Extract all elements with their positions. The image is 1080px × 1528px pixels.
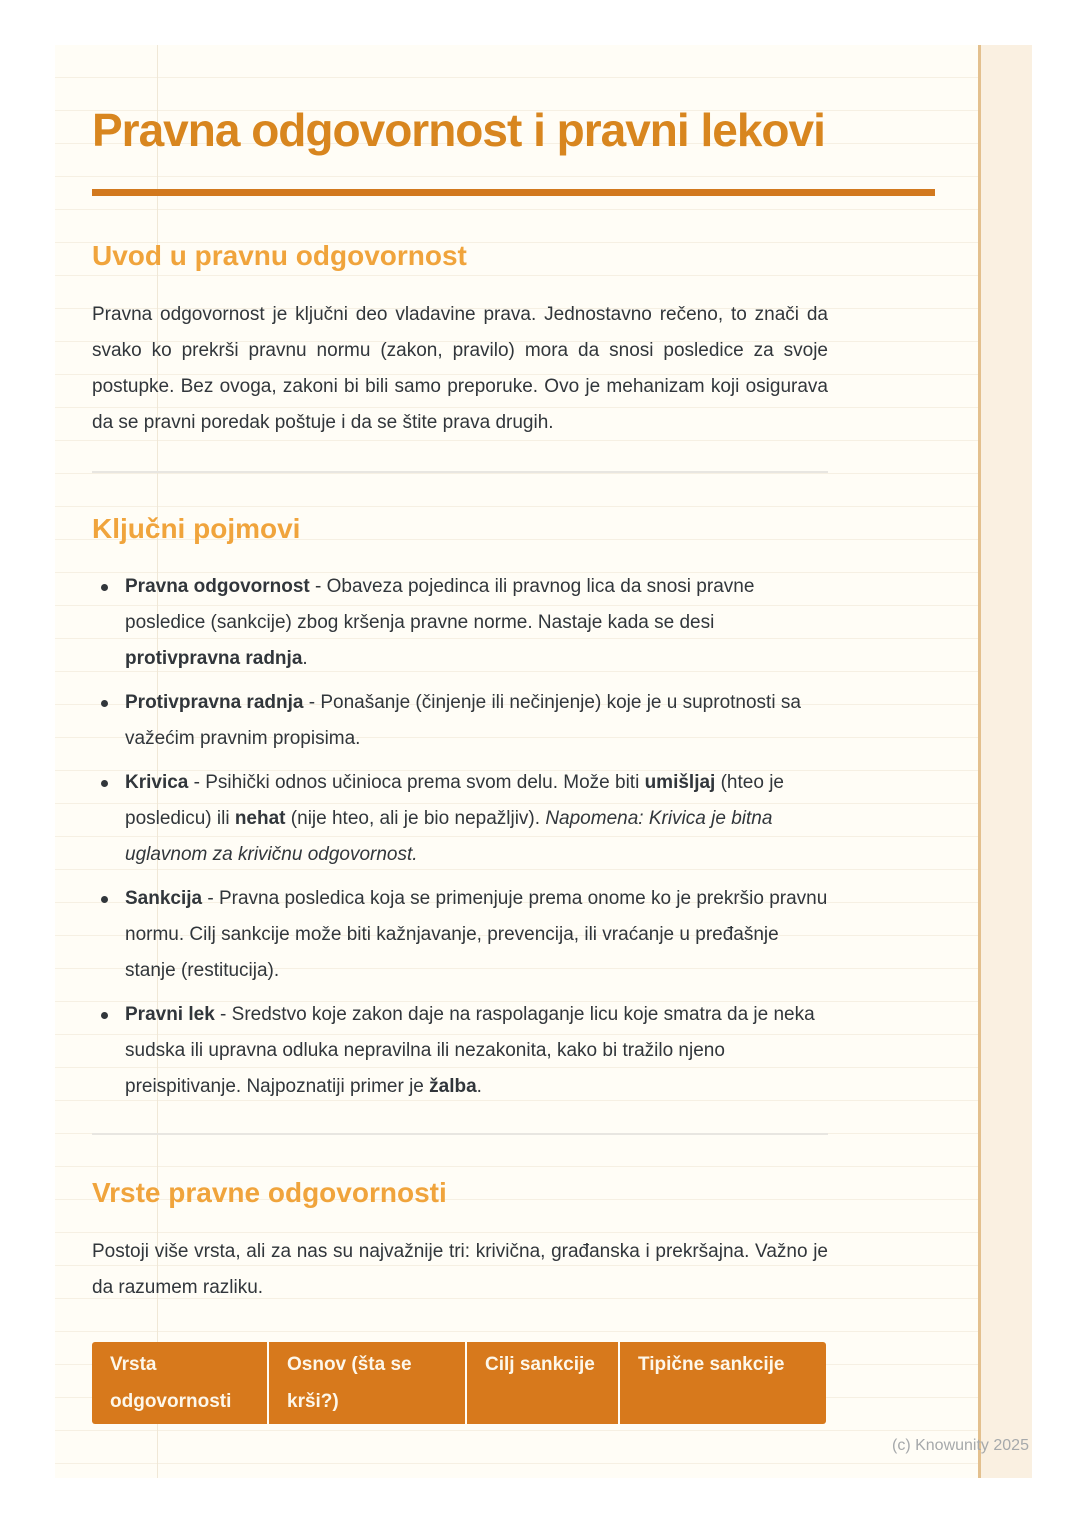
list-item: Pravni lek - Sredstvo koje zakon daje na raspolaganje licu koje smatra da je neka sudska ili upravna odluka nepravilna ili nezakonita, kako bi tražilo njeno preispitivanje. Najpoznatiji primer je žalba. xyxy=(92,997,828,1105)
section-heading-kljucni-pojmovi: Ključni pojmovi xyxy=(92,513,301,544)
intro-paragraph: Pravna odgovornost je ključni deo vladavine prava. Jednostavno rečeno, to znači da svako ko prekrši pravnu normu (zakon, pravilo) mora da snosi posledice za svoje postupke. Bez ovoga, zakoni bi bili samo preporuke. Ovo je mehanizam koji osigurava da se pravni poredak poštuje i da se štite prava drugih. xyxy=(92,304,828,433)
list-item: Sankcija - Pravna posledica koja se primenjuje prema onome ko je prekršio pravnu normu. Cilj sankcije može biti kažnjavanje, prevencija, ili vraćanje u pređašnje stanje (restitucija). xyxy=(92,881,828,989)
key-terms-list xyxy=(92,569,828,1105)
page-edge-strip xyxy=(978,45,1032,1478)
table-header-cell: Osnov (šta se krši?) xyxy=(267,1342,465,1424)
table-header-cell: Tipične sankcije xyxy=(618,1342,826,1424)
title-rule xyxy=(92,189,935,196)
document-page xyxy=(55,45,1032,1478)
table-header-cell: Cilj sankcije xyxy=(465,1342,618,1424)
section-heading-uvod: Uvod u pravnu odgovornost xyxy=(92,240,467,271)
vrste-paragraph: Postoji više vrsta, ali za nas su najvažnije tri: krivična, građanska i prekršajna. Važno je da razumem razliku. xyxy=(92,1241,828,1298)
table-header-row xyxy=(92,1342,826,1424)
section-divider xyxy=(92,1133,828,1135)
list-item: Protivpravna radnja - Ponašanje (činjenje ili nečinjenje) koje je u suprotnosti sa važećim pravnim propisima. xyxy=(92,685,828,757)
table-header-cell: Vrsta odgovornosti xyxy=(92,1342,267,1424)
page-title: Pravna odgovornost i pravni lekovi xyxy=(92,104,825,156)
responsibility-types-table xyxy=(92,1342,826,1424)
list-item: Krivica - Psihički odnos učinioca prema svom delu. Može biti umišljaj (hteo je posledicu) ili nehat (nije hteo, ali je bio nepažljiv). Napomena: Krivica je bitna uglavnom za krivičnu odgovornost. xyxy=(92,765,828,873)
page-content xyxy=(92,45,935,1424)
section-divider xyxy=(92,471,828,473)
list-item: Pravna odgovornost - Obaveza pojedinca ili pravnog lica da snosi pravne posledice (sankcije) zbog kršenja pravne norme. Nastaje kada se desi protivpravna radnja. xyxy=(92,569,828,677)
section-heading-vrste: Vrste pravne odgovornosti xyxy=(92,1177,447,1208)
watermark: (c) Knowunity 2025 xyxy=(892,1437,1029,1454)
